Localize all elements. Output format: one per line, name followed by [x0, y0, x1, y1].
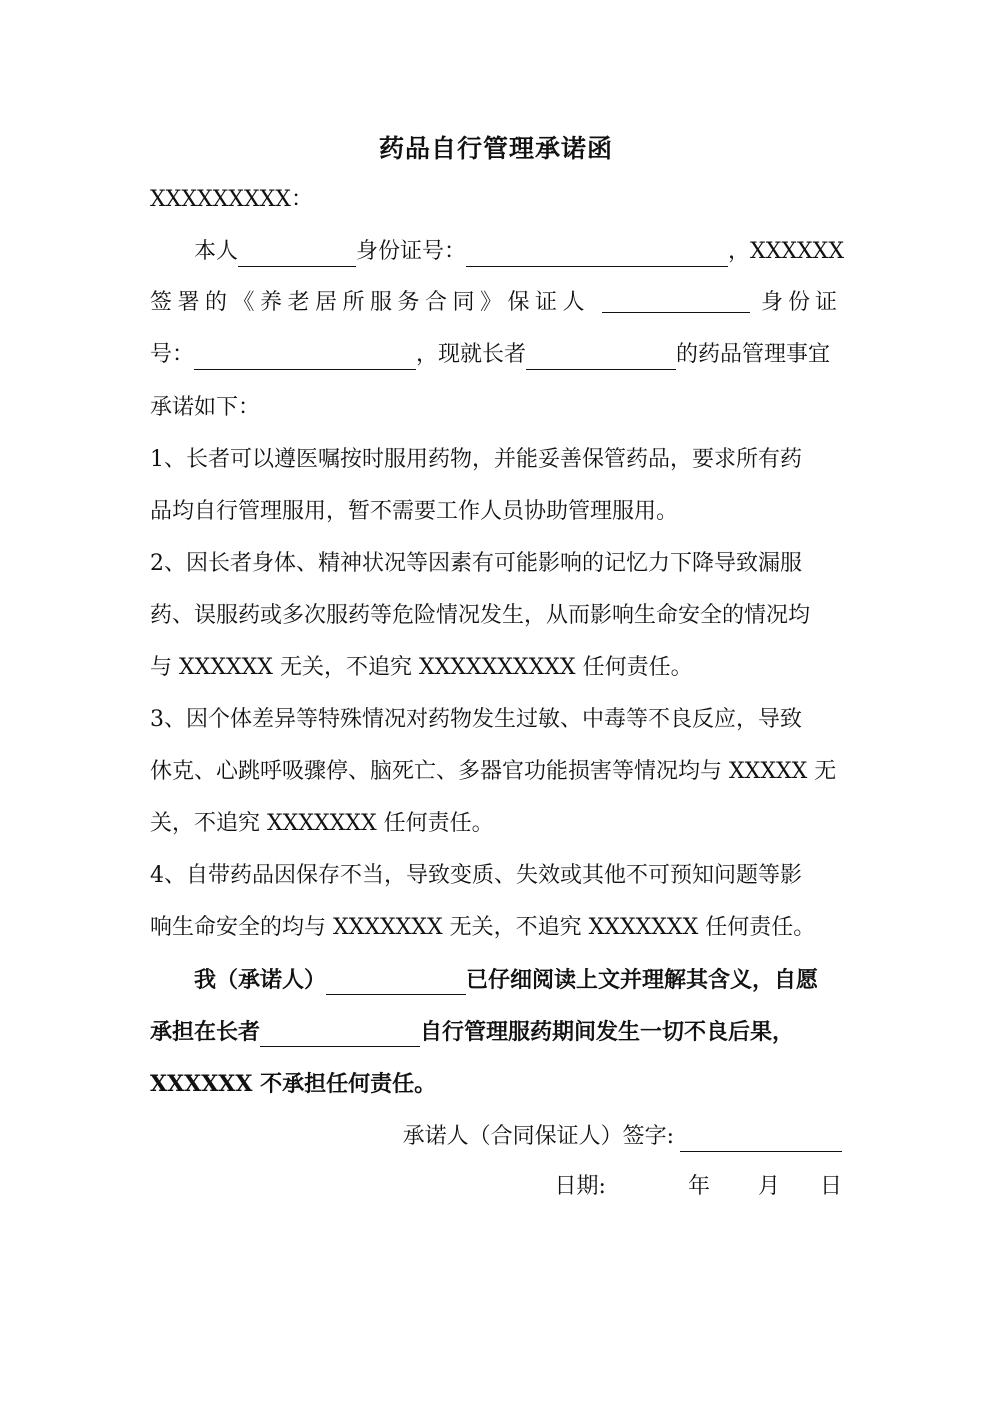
- pledge-line-3: XXXXXX 不承担任何责任。: [150, 1071, 437, 1097]
- pledge-line-2: [150, 1017, 842, 1047]
- pledge-text: 已仔细阅读上文并理解其含义，自愿: [466, 967, 819, 993]
- elder-name-blank[interactable]: [526, 345, 676, 370]
- intro-text: 号：: [150, 342, 195, 367]
- item-3-line-2: 休克、心跳呼吸骤停、脑死亡、多器官功能损害等情况均与 XXXXX 无: [150, 759, 837, 784]
- item-3-line-1: 3、因个体差异等特殊情况对药物发生过敏、中毒等不良反应，导致: [150, 707, 802, 732]
- item-1-line-1: 1、长者可以遵医嘱按时服用药物，并能妥善保管药品，要求所有药: [150, 447, 802, 472]
- intro-text: ，XXXXXX: [728, 239, 845, 264]
- intro-line-2: [150, 288, 842, 318]
- item-2-line-1: 2、因长者身体、精神状况等因素有可能影响的记忆力下降导致漏服: [150, 551, 802, 576]
- intro-line-3: [150, 340, 842, 370]
- intro-text: ，现就长者: [416, 342, 527, 367]
- item-2-line-3: 与 XXXXXX 无关，不追究 XXXXXXXXXX 任何责任。: [150, 655, 693, 680]
- id-number-blank[interactable]: [466, 242, 728, 267]
- pledge-text: 我（承诺人）: [194, 967, 327, 993]
- signature-blank[interactable]: [680, 1127, 842, 1152]
- intro-text: 签署的《养老居所服务合同》保证人: [150, 290, 591, 315]
- intro-text: 身份证号：: [356, 239, 467, 264]
- salutation: XXXXXXXXX：: [150, 187, 313, 212]
- item-2-line-2: 药、误服药或多次服药等危险情况发生，从而影响生命安全的情况均: [150, 603, 811, 628]
- intro-line-1: [150, 237, 845, 267]
- date-month: 月: [757, 1174, 780, 1199]
- item-4-line-1: 4、自带药品因保存不当，导致变质、失效或其他不可预知问题等影: [150, 863, 802, 888]
- date-label: 日期:: [554, 1174, 606, 1199]
- item-4-line-2: 响生命安全的均与 XXXXXXX 无关，不追究 XXXXXXX 任何责任。: [150, 915, 816, 940]
- document-title: 药品自行管理承诺函: [378, 134, 613, 163]
- item-1-line-2: 品均自行管理服用，暂不需要工作人员协助管理服用。: [150, 499, 679, 524]
- guarantor-id-blank[interactable]: [194, 345, 416, 370]
- intro-text: 本人: [194, 239, 239, 264]
- name-blank[interactable]: [238, 242, 356, 267]
- pledge-text: 承担在长者: [150, 1019, 261, 1045]
- pledge-text: 自行管理服药期间发生一切不良后果，: [420, 1019, 795, 1045]
- pledge-line-1: [150, 965, 842, 995]
- signature-line: [403, 1122, 842, 1152]
- guarantor-blank[interactable]: [602, 288, 750, 313]
- intro-text: 身份证: [760, 290, 842, 315]
- intro-line-4: 承诺如下：: [150, 395, 261, 420]
- elder-name-blank-2[interactable]: [260, 1022, 420, 1047]
- signature-label: 承诺人（合同保证人）签字:: [402, 1124, 674, 1149]
- pledger-name-blank[interactable]: [326, 970, 466, 995]
- intro-text: 的药品管理事宜: [676, 342, 831, 367]
- date-day: 日: [819, 1174, 842, 1199]
- date-year: 年: [687, 1174, 710, 1199]
- date-line: [555, 1172, 842, 1202]
- item-3-line-3: 关，不追究 XXXXXXX 任何责任。: [150, 811, 494, 836]
